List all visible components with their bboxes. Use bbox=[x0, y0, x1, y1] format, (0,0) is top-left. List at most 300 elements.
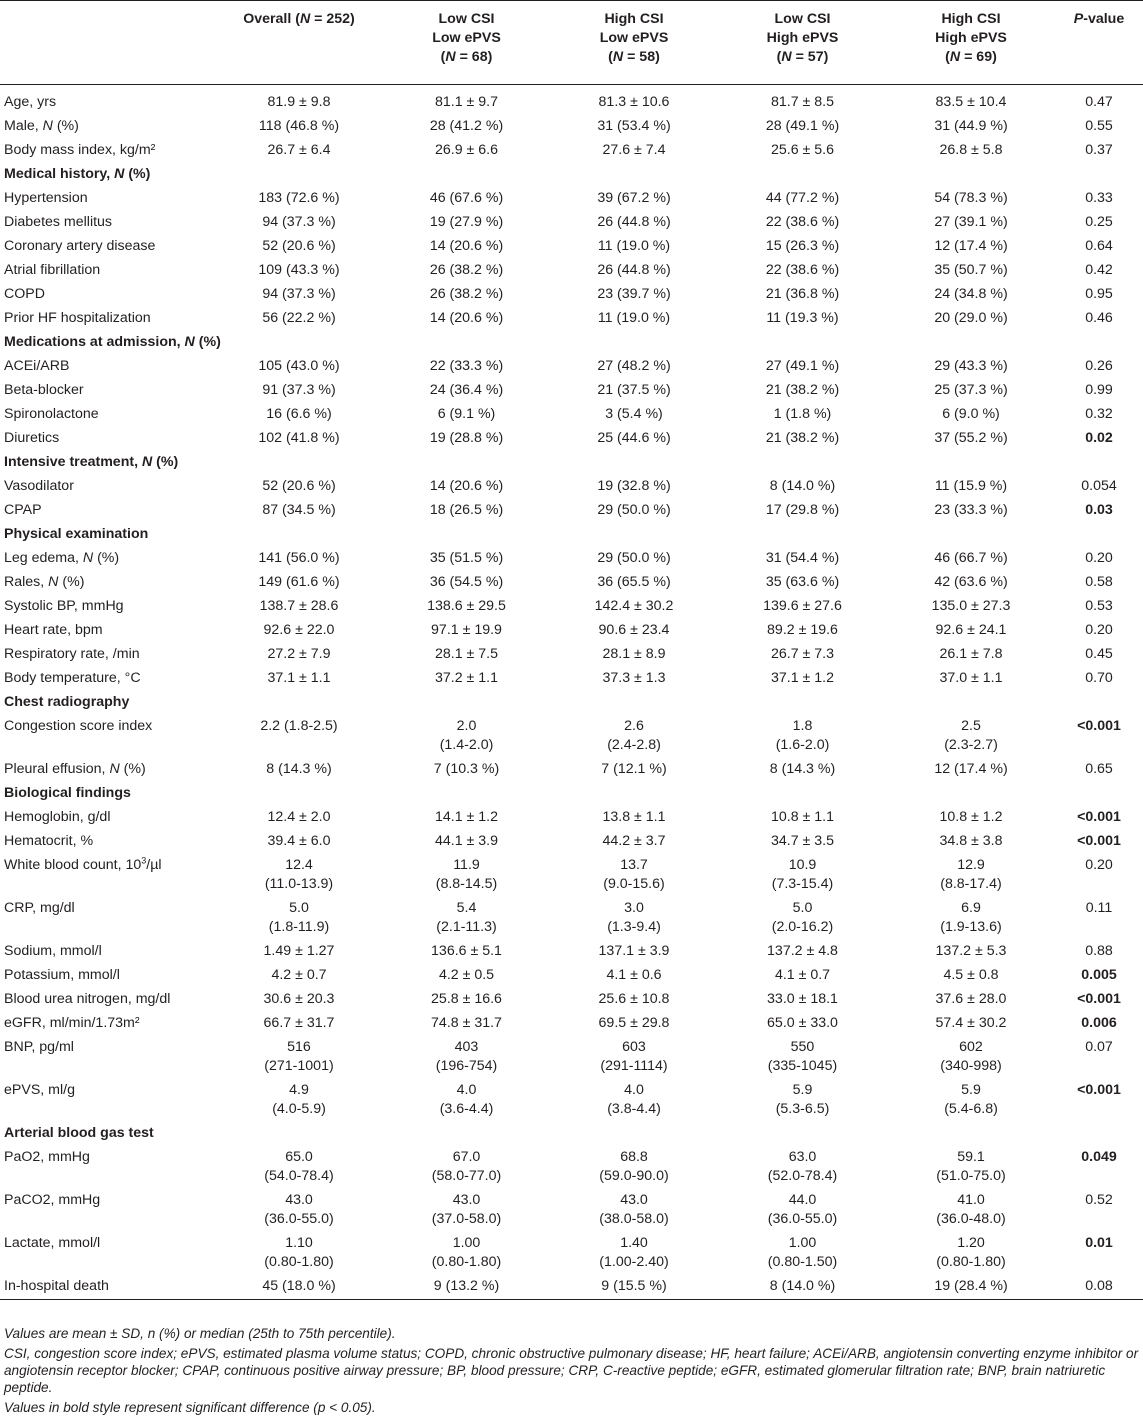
table-cell: 13.8 ± 1.1 bbox=[602, 809, 666, 825]
table-cell: 33.0 ± 18.1 bbox=[767, 991, 838, 1007]
table-row bbox=[0, 1189, 1143, 1232]
table-row bbox=[0, 715, 1143, 758]
table-cell: 12 (17.4 %) bbox=[934, 761, 1008, 777]
table-cell: 138.6 ± 29.5 bbox=[427, 598, 506, 614]
table-cell: 137.2 ± 5.3 bbox=[935, 943, 1007, 959]
table-cell: 4.9 (4.0-5.9) bbox=[272, 1082, 326, 1117]
table-row bbox=[0, 355, 1143, 379]
table-cell: 26 (44.8 %) bbox=[597, 262, 671, 278]
table-cell: 28 (49.1 %) bbox=[765, 118, 840, 134]
row-label: CPAP bbox=[4, 502, 42, 518]
header-line: (N = 69) bbox=[945, 49, 997, 65]
p-value-cell: 0.006 bbox=[1081, 1015, 1117, 1031]
p-value-cell: 0.33 bbox=[1085, 190, 1113, 206]
row-label: PaO2, mmHg bbox=[4, 1149, 90, 1165]
table-cell: 36 (65.5 %) bbox=[597, 574, 671, 590]
table-cell: 403 (196-754) bbox=[435, 1039, 498, 1074]
table-cell: 28.1 ± 8.9 bbox=[602, 646, 666, 662]
p-value-cell: 0.26 bbox=[1085, 358, 1113, 374]
row-label: Respiratory rate, /min bbox=[4, 646, 140, 662]
table-cell: 37.6 ± 28.0 bbox=[935, 991, 1007, 1007]
section-title: Arterial blood gas test bbox=[4, 1125, 154, 1141]
table-cell: 12 (17.4 %) bbox=[934, 238, 1008, 254]
table-row bbox=[0, 964, 1143, 988]
table-cell: 81.9 ± 9.8 bbox=[267, 94, 331, 110]
p-value-cell: 0.11 bbox=[1085, 900, 1113, 916]
section-title: Physical examination bbox=[4, 526, 149, 542]
table-cell: 183 (72.6 %) bbox=[258, 190, 340, 206]
table-row bbox=[0, 830, 1143, 854]
table-cell: 24 (36.4 %) bbox=[429, 382, 504, 398]
header-line: Low CSI bbox=[438, 11, 495, 27]
table-cell: 45 (18.0 %) bbox=[262, 1278, 336, 1294]
table-cell: 44 (77.2 %) bbox=[765, 190, 840, 206]
table-cell: 14.1 ± 1.2 bbox=[434, 809, 498, 825]
table-cell: 87 (34.5 %) bbox=[262, 502, 336, 518]
header-p-value bbox=[1055, 1, 1143, 85]
table-cell: 516 (271-1001) bbox=[264, 1039, 334, 1074]
table-cell: 19 (28.8 %) bbox=[429, 430, 504, 446]
table-cell: 18 (26.5 %) bbox=[429, 502, 504, 518]
table-cell: 1.10 (0.80-1.80) bbox=[264, 1235, 334, 1270]
section-header-row bbox=[0, 163, 1143, 187]
header-line: Low ePVS bbox=[432, 30, 501, 46]
row-label: Coronary artery disease bbox=[4, 238, 156, 254]
table-cell: 21 (38.2 %) bbox=[765, 382, 840, 398]
row-label: Hemoglobin, g/dl bbox=[4, 809, 111, 825]
table-cell: 136.6 ± 5.1 bbox=[431, 943, 502, 959]
p-value-cell: 0.07 bbox=[1085, 1039, 1113, 1055]
row-label: Congestion score index bbox=[4, 718, 153, 734]
table-row bbox=[0, 187, 1143, 211]
table-cell: 5.4 (2.1-11.3) bbox=[436, 900, 497, 935]
section-header-row bbox=[0, 451, 1143, 475]
table-cell: 21 (36.8 %) bbox=[765, 286, 840, 302]
p-value-cell: 0.054 bbox=[1081, 478, 1117, 494]
table-row bbox=[0, 1232, 1143, 1275]
p-value-cell: 0.049 bbox=[1081, 1149, 1117, 1165]
table-cell: 14 (20.6 %) bbox=[429, 238, 504, 254]
row-label: Hypertension bbox=[4, 190, 88, 206]
table-cell: 57.4 ± 30.2 bbox=[935, 1015, 1007, 1031]
p-value-cell: 0.70 bbox=[1085, 670, 1113, 686]
section-header-row bbox=[0, 523, 1143, 547]
table-cell: 603 (291-1114) bbox=[600, 1039, 668, 1074]
table-cell: 52 (20.6 %) bbox=[262, 478, 336, 494]
table-cell: 35 (50.7 %) bbox=[934, 262, 1008, 278]
table-body bbox=[0, 85, 1143, 1300]
table-cell: 52 (20.6 %) bbox=[262, 238, 336, 254]
table-cell: 2.6 (2.4-2.8) bbox=[607, 718, 661, 753]
table-row bbox=[0, 115, 1143, 139]
table-cell: 602 (340-998) bbox=[940, 1039, 1002, 1074]
table-cell: 28 (41.2 %) bbox=[429, 118, 504, 134]
table-cell: 54 (78.3 %) bbox=[934, 190, 1008, 206]
row-label: Heart rate, bpm bbox=[4, 622, 103, 638]
p-value-cell: 0.88 bbox=[1085, 943, 1113, 959]
table-cell: 8 (14.3 %) bbox=[266, 761, 332, 777]
table-cell: 26.1 ± 7.8 bbox=[939, 646, 1003, 662]
row-label: COPD bbox=[4, 286, 45, 302]
table-cell: 1.40 (1.00-2.40) bbox=[599, 1235, 669, 1270]
table-cell: 149 (61.6 %) bbox=[258, 574, 340, 590]
table-cell: 66.7 ± 31.7 bbox=[263, 1015, 335, 1031]
p-value-cell: 0.005 bbox=[1081, 967, 1117, 983]
table-cell: 94 (37.3 %) bbox=[262, 214, 336, 230]
table-cell: 89.2 ± 19.6 bbox=[767, 622, 838, 638]
table-cell: 27 (48.2 %) bbox=[597, 358, 671, 374]
table-row bbox=[0, 139, 1143, 163]
table-cell: 2.2 (1.8-2.5) bbox=[260, 718, 338, 734]
table-cell: 550 (335-1045) bbox=[767, 1039, 838, 1074]
table-row bbox=[0, 758, 1143, 782]
row-label: Blood urea nitrogen, mg/dl bbox=[4, 991, 171, 1007]
table-cell: 34.8 ± 3.8 bbox=[939, 833, 1003, 849]
row-label: eGFR, ml/min/1.73m² bbox=[4, 1015, 140, 1031]
row-label: Diuretics bbox=[4, 430, 60, 446]
table-cell: 22 (38.6 %) bbox=[765, 214, 840, 230]
table-cell: 3 (5.4 %) bbox=[605, 406, 663, 422]
table-cell: 39.4 ± 6.0 bbox=[267, 833, 331, 849]
row-label: Prior HF hospitalization bbox=[4, 310, 151, 326]
table-row bbox=[0, 1146, 1143, 1189]
table-cell: 6 (9.1 %) bbox=[437, 406, 496, 422]
section-title: Medications at admission, N (%) bbox=[4, 334, 221, 350]
p-value-cell: <0.001 bbox=[1077, 833, 1121, 849]
table-cell: 141 (56.0 %) bbox=[258, 550, 340, 566]
table-cell: 9 (13.2 %) bbox=[433, 1278, 500, 1294]
table-cell: 4.2 ± 0.5 bbox=[438, 967, 495, 983]
row-label: Pleural effusion, N (%) bbox=[4, 761, 146, 777]
section-header-row bbox=[0, 782, 1143, 806]
section-title: Medical history, N (%) bbox=[4, 166, 151, 182]
row-label: Lactate, mmol/l bbox=[4, 1235, 101, 1251]
section-header-row bbox=[0, 691, 1143, 715]
header-line: High CSI bbox=[941, 11, 1001, 27]
row-label: Body mass index, kg/m² bbox=[4, 142, 156, 158]
table-row bbox=[0, 547, 1143, 571]
table-cell: 11.9 (8.8-14.5) bbox=[435, 857, 498, 892]
table-cell: 4.2 ± 0.7 bbox=[271, 967, 327, 983]
table-cell: 31 (54.4 %) bbox=[765, 550, 840, 566]
row-label: ACEi/ARB bbox=[4, 358, 70, 374]
table-cell: 139.6 ± 27.6 bbox=[763, 598, 842, 614]
header-line: (N = 58) bbox=[608, 49, 660, 65]
table-cell: 67.0 (58.0-77.0) bbox=[431, 1149, 502, 1184]
table-cell: 37 (55.2 %) bbox=[934, 430, 1008, 446]
header-line: P-value bbox=[1073, 11, 1125, 27]
p-value-cell: 0.32 bbox=[1085, 406, 1113, 422]
table-cell: 22 (38.6 %) bbox=[765, 262, 840, 278]
table-cell: 23 (33.3 %) bbox=[934, 502, 1008, 518]
table-cell: 69.5 ± 29.8 bbox=[598, 1015, 670, 1031]
table-cell: 31 (44.9 %) bbox=[934, 118, 1008, 134]
table-cell: 46 (66.7 %) bbox=[934, 550, 1008, 566]
table-row bbox=[0, 806, 1143, 830]
table-cell: 19 (27.9 %) bbox=[429, 214, 504, 230]
header-line: High ePVS bbox=[766, 30, 839, 46]
table-cell: 142.4 ± 30.2 bbox=[594, 598, 674, 614]
row-label: Hematocrit, % bbox=[4, 833, 94, 849]
table-cell: 25 (44.6 %) bbox=[597, 430, 671, 446]
table-row bbox=[0, 619, 1143, 643]
table-cell: 2.5 (2.3-2.7) bbox=[944, 718, 998, 753]
row-label: Male, N (%) bbox=[4, 118, 79, 134]
row-label: BNP, pg/ml bbox=[4, 1039, 74, 1055]
table-cell: 118 (46.8 %) bbox=[258, 118, 340, 134]
table-cell: 26 (38.2 %) bbox=[429, 262, 504, 278]
table-cell: 37.2 ± 1.1 bbox=[434, 670, 498, 686]
table-row bbox=[0, 427, 1143, 451]
table-cell: 102 (41.8 %) bbox=[258, 430, 340, 446]
header-line: Low CSI bbox=[774, 11, 831, 27]
row-label: Potassium, mmol/l bbox=[4, 967, 120, 983]
table-cell: 5.9 (5.4-6.8) bbox=[944, 1082, 998, 1117]
header-low-csi-low-epvs bbox=[383, 1, 550, 85]
table-cell: 4.1 ± 0.7 bbox=[774, 967, 831, 983]
table-cell: 65.0 (54.0-78.4) bbox=[264, 1149, 334, 1184]
row-label: Diabetes mellitus bbox=[4, 214, 113, 230]
row-label: Systolic BP, mmHg bbox=[4, 598, 124, 614]
table-cell: 7 (10.3 %) bbox=[433, 761, 500, 777]
table-cell: 137.2 ± 4.8 bbox=[767, 943, 838, 959]
p-value-cell: 0.02 bbox=[1085, 430, 1113, 446]
p-value-cell: 0.53 bbox=[1085, 598, 1113, 614]
table-cell: 42 (63.6 %) bbox=[934, 574, 1008, 590]
table-row bbox=[0, 940, 1143, 964]
table-cell: 39 (67.2 %) bbox=[597, 190, 671, 206]
row-label: Age, yrs bbox=[4, 94, 57, 110]
table-cell: 1.00 (0.80-1.80) bbox=[431, 1235, 502, 1270]
table-row bbox=[0, 1036, 1143, 1079]
table-cell: 27 (49.1 %) bbox=[765, 358, 840, 374]
table-row bbox=[0, 571, 1143, 595]
table-cell: 7 (12.1 %) bbox=[601, 761, 667, 777]
table-cell: 5.9 (5.3-6.5) bbox=[775, 1082, 830, 1117]
p-value-cell: 0.03 bbox=[1085, 502, 1113, 518]
table-cell: 4.5 ± 0.8 bbox=[943, 967, 999, 983]
table-cell: 59.1 (51.0-75.0) bbox=[936, 1149, 1006, 1184]
table-cell: 16 (6.6 %) bbox=[266, 406, 332, 422]
table-cell: 26.7 ± 6.4 bbox=[267, 142, 331, 158]
table-cell: 11 (19.3 %) bbox=[766, 310, 839, 326]
table-cell: 3.0 (1.3-9.4) bbox=[607, 900, 661, 935]
header-line: High ePVS bbox=[935, 30, 1007, 46]
table-cell: 14 (20.6 %) bbox=[429, 478, 504, 494]
row-label: Spironolactone bbox=[4, 406, 99, 422]
table-cell: 1 (1.8 %) bbox=[773, 406, 832, 422]
table-cell: 109 (43.3 %) bbox=[258, 262, 340, 278]
table-cell: 25.6 ± 10.8 bbox=[598, 991, 670, 1007]
table-cell: 12.4 ± 2.0 bbox=[267, 809, 331, 825]
table-cell: 44.0 (36.0-55.0) bbox=[767, 1192, 838, 1227]
table-row bbox=[0, 379, 1143, 403]
p-value-cell: 0.01 bbox=[1085, 1235, 1113, 1251]
table-cell: 11 (19.0 %) bbox=[597, 238, 671, 254]
table-cell: 2.0 (1.4-2.0) bbox=[439, 718, 494, 753]
table-cell: 12.4 (11.0-13.9) bbox=[264, 857, 334, 892]
table-cell: 105 (43.0 %) bbox=[258, 358, 340, 374]
p-value-cell: 0.46 bbox=[1085, 310, 1113, 326]
table-cell: 37.0 ± 1.1 bbox=[939, 670, 1003, 686]
table-cell: 21 (38.2 %) bbox=[765, 430, 840, 446]
table-cell: 56 (22.2 %) bbox=[262, 310, 336, 326]
table-row bbox=[0, 988, 1143, 1012]
table-cell: 25 (37.3 %) bbox=[934, 382, 1008, 398]
table-cell: 43.0 (36.0-55.0) bbox=[264, 1192, 334, 1227]
row-label: Vasodilator bbox=[4, 478, 74, 494]
table-cell: 81.1 ± 9.7 bbox=[434, 94, 498, 110]
table-footnotes bbox=[4, 1325, 1139, 1416]
p-value-cell: 0.20 bbox=[1085, 550, 1113, 566]
table-cell: 4.0 (3.6-4.4) bbox=[439, 1082, 494, 1117]
table-cell: 44.1 ± 3.9 bbox=[434, 833, 498, 849]
table-cell: 29 (43.3 %) bbox=[934, 358, 1008, 374]
table-row bbox=[0, 897, 1143, 940]
p-value-cell: 0.08 bbox=[1085, 1278, 1113, 1294]
row-label: PaCO2, mmHg bbox=[4, 1192, 101, 1208]
p-value-cell: <0.001 bbox=[1077, 718, 1121, 734]
row-label: Atrial fibrillation bbox=[4, 262, 101, 278]
p-value-cell: <0.001 bbox=[1077, 809, 1121, 825]
table-cell: 1.8 (1.6-2.0) bbox=[775, 718, 830, 753]
header-line: Low ePVS bbox=[599, 30, 669, 46]
table-cell: 81.3 ± 10.6 bbox=[598, 94, 670, 110]
header-high-csi-high-epvs bbox=[887, 1, 1055, 85]
table-cell: 63.0 (52.0-78.4) bbox=[767, 1149, 838, 1184]
p-value-cell: 0.45 bbox=[1085, 646, 1113, 662]
table-cell: 68.8 (59.0-90.0) bbox=[599, 1149, 669, 1184]
section-header-row bbox=[0, 1122, 1143, 1146]
table-cell: 65.0 ± 33.0 bbox=[767, 1015, 838, 1031]
row-label: Beta-blocker bbox=[4, 382, 84, 398]
table-cell: 138.7 ± 28.6 bbox=[259, 598, 339, 614]
table-cell: 10.8 ± 1.1 bbox=[770, 809, 834, 825]
table-cell: 24 (34.8 %) bbox=[934, 286, 1008, 302]
p-value-cell: 0.37 bbox=[1085, 142, 1113, 158]
table-cell: 27 (39.1 %) bbox=[934, 214, 1008, 230]
table-cell: 27.2 ± 7.9 bbox=[267, 646, 331, 662]
table-cell: 29 (50.0 %) bbox=[597, 550, 671, 566]
header-line: (N = 57) bbox=[776, 49, 829, 65]
table-cell: 46 (67.6 %) bbox=[429, 190, 504, 206]
p-value-cell: 0.58 bbox=[1085, 574, 1113, 590]
table-cell: 4.1 ± 0.6 bbox=[606, 967, 662, 983]
header-overall bbox=[215, 1, 383, 85]
table-cell: 43.0 (38.0-58.0) bbox=[599, 1192, 669, 1227]
table-cell: 1.49 ± 1.27 bbox=[263, 943, 335, 959]
table-row bbox=[0, 475, 1143, 499]
table-cell: 15 (26.3 %) bbox=[765, 238, 840, 254]
table-cell: 35 (51.5 %) bbox=[429, 550, 504, 566]
table-cell: 25.8 ± 16.6 bbox=[431, 991, 502, 1007]
table-cell: 37.3 ± 1.3 bbox=[602, 670, 666, 686]
row-label: Rales, N (%) bbox=[4, 574, 85, 590]
table-cell: 1.20 (0.80-1.80) bbox=[936, 1235, 1006, 1270]
table-row bbox=[0, 1275, 1143, 1300]
table-cell: 12.9 (8.8-17.4) bbox=[940, 857, 1002, 892]
table-row bbox=[0, 1012, 1143, 1036]
table-cell: 36 (54.5 %) bbox=[429, 574, 504, 590]
table-cell: 20 (29.0 %) bbox=[934, 310, 1008, 326]
table-cell: 22 (33.3 %) bbox=[429, 358, 504, 374]
table-cell: 5.0 (1.8-11.9) bbox=[268, 900, 330, 935]
table-cell: 8 (14.0 %) bbox=[769, 1278, 836, 1294]
table-cell: 19 (32.8 %) bbox=[597, 478, 671, 494]
table-cell: 34.7 ± 3.5 bbox=[770, 833, 834, 849]
row-label: ePVS, ml/g bbox=[4, 1082, 75, 1098]
p-value-cell: 0.65 bbox=[1085, 761, 1113, 777]
table-row bbox=[0, 235, 1143, 259]
table-row bbox=[0, 499, 1143, 523]
table-cell: 4.0 (3.8-4.4) bbox=[607, 1082, 661, 1117]
table-cell: 10.8 ± 1.2 bbox=[939, 809, 1003, 825]
p-value-cell: 0.20 bbox=[1085, 857, 1113, 873]
table-cell: 8 (14.0 %) bbox=[769, 478, 836, 494]
p-value-cell: <0.001 bbox=[1077, 1082, 1121, 1098]
section-title: Biological findings bbox=[4, 785, 131, 801]
table-row bbox=[0, 283, 1143, 307]
table-cell: 37.1 ± 1.2 bbox=[770, 670, 834, 686]
table-cell: 30.6 ± 20.3 bbox=[263, 991, 335, 1007]
table-cell: 11 (19.0 %) bbox=[597, 310, 671, 326]
footnote-bold: Values in bold style represent significant difference (p < 0.05). bbox=[4, 1400, 376, 1415]
table-cell: 19 (28.4 %) bbox=[934, 1278, 1008, 1294]
table-cell: 1.00 (0.80-1.50) bbox=[767, 1235, 838, 1270]
table-cell: 137.1 ± 3.9 bbox=[598, 943, 670, 959]
p-value-cell: 0.47 bbox=[1085, 94, 1113, 110]
table-cell: 28.1 ± 7.5 bbox=[434, 646, 498, 662]
table-row bbox=[0, 595, 1143, 619]
table-cell: 31 (53.4 %) bbox=[597, 118, 671, 134]
section-title: Intensive treatment, N (%) bbox=[4, 454, 179, 470]
table-cell: 26.7 ± 7.3 bbox=[770, 646, 834, 662]
row-label: White blood count, $10^3/\mu l$ bbox=[4, 855, 162, 873]
table-cell: 29 (50.0 %) bbox=[597, 502, 671, 518]
table-cell: 91 (37.3 %) bbox=[262, 382, 336, 398]
table-cell: 8 (14.3 %) bbox=[769, 761, 836, 777]
table-cell: 26.9 ± 6.6 bbox=[434, 142, 498, 158]
table-cell: 26 (44.8 %) bbox=[597, 214, 671, 230]
table-cell: 74.8 ± 31.7 bbox=[431, 1015, 502, 1031]
row-label: CRP, mg/dl bbox=[4, 900, 75, 916]
section-title: Chest radiography bbox=[4, 694, 130, 710]
footnote-values: Values are mean ± SD, n (%) or median (25th to 75th percentile). bbox=[4, 1326, 396, 1341]
p-value-cell: 0.42 bbox=[1085, 262, 1113, 278]
table-cell: 92.6 ± 22.0 bbox=[263, 622, 335, 638]
table-cell: 44.2 ± 3.7 bbox=[602, 833, 666, 849]
table-row bbox=[0, 211, 1143, 235]
table-row bbox=[0, 854, 1143, 897]
header-label-cell bbox=[0, 1, 215, 85]
table-cell: 26.8 ± 5.8 bbox=[939, 142, 1003, 158]
table-row bbox=[0, 307, 1143, 331]
header-low-csi-high-epvs bbox=[718, 1, 887, 85]
table-cell: 37.1 ± 1.1 bbox=[267, 670, 331, 686]
row-label: Leg edema, N (%) bbox=[4, 550, 120, 566]
header-line: High CSI bbox=[604, 11, 664, 27]
row-label: Body temperature, °C bbox=[4, 670, 141, 686]
row-label: Sodium, mmol/l bbox=[4, 943, 102, 959]
table-row bbox=[0, 259, 1143, 283]
table-cell: 17 (29.8 %) bbox=[765, 502, 840, 518]
p-value-cell: 0.64 bbox=[1085, 238, 1113, 254]
p-value-cell: 0.25 bbox=[1085, 214, 1113, 230]
table-cell: 21 (37.5 %) bbox=[597, 382, 671, 398]
row-label: In-hospital death bbox=[4, 1278, 109, 1294]
table-cell: 10.9 (7.3-15.4) bbox=[771, 857, 834, 892]
section-header-row bbox=[0, 331, 1143, 355]
